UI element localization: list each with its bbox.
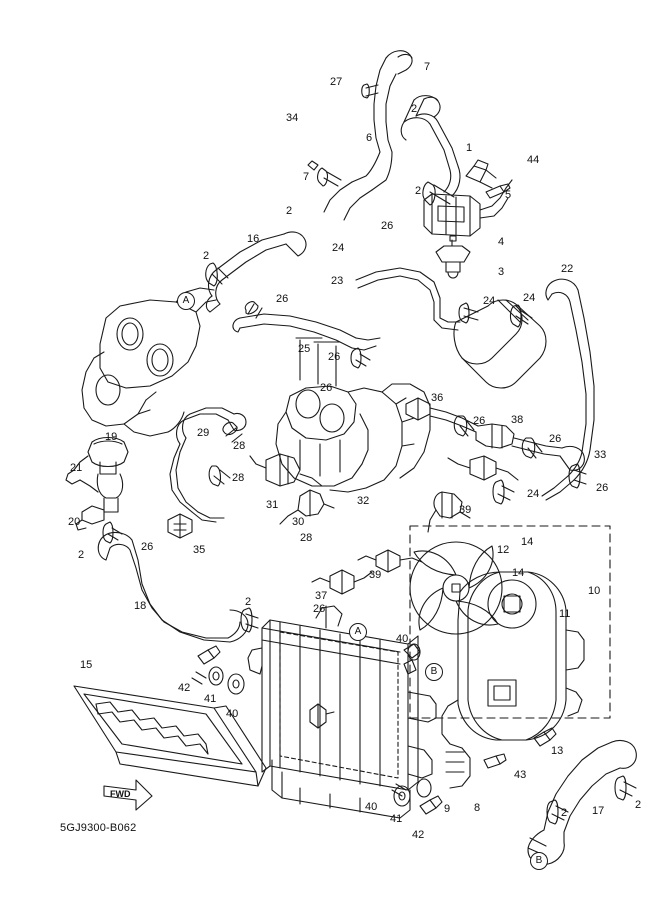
callout-number-36: 36	[431, 392, 444, 404]
callout-number-1: 1	[466, 142, 473, 154]
callout-number-2: 2	[561, 807, 568, 819]
callout-marker-B: B	[425, 663, 443, 681]
callout-number-35: 35	[193, 544, 206, 556]
fwd-direction-label: FWD	[110, 789, 131, 799]
callout-number-26: 26	[320, 382, 333, 394]
callout-number-11: 11	[559, 608, 571, 620]
callout-number-24: 24	[332, 242, 345, 254]
callout-number-2: 2	[286, 205, 293, 217]
callout-number-32: 32	[357, 495, 370, 507]
callout-number-40: 40	[365, 801, 378, 813]
callout-number-10: 10	[588, 585, 601, 597]
callout-number-41: 41	[204, 693, 217, 705]
callout-number-7: 7	[303, 171, 310, 183]
callout-number-26: 26	[141, 541, 154, 553]
callout-number-24: 24	[523, 292, 536, 304]
callout-number-2: 2	[415, 185, 422, 197]
callout-number-22: 22	[561, 263, 574, 275]
callout-number-42: 42	[412, 829, 425, 841]
callout-number-23: 23	[331, 275, 344, 287]
callout-number-8: 8	[474, 802, 481, 814]
callout-number-25: 25	[298, 343, 311, 355]
callout-number-2: 2	[78, 549, 85, 561]
callout-number-3: 3	[498, 266, 505, 278]
callout-number-2: 2	[635, 799, 642, 811]
callout-number-28: 28	[300, 532, 313, 544]
callout-marker-A: A	[349, 623, 367, 641]
callout-number-44: 44	[527, 154, 540, 166]
callout-number-2: 2	[245, 596, 252, 608]
callout-number-19: 19	[105, 431, 118, 443]
callout-marker-A: A	[177, 292, 195, 310]
callout-number-14: 14	[512, 567, 525, 579]
callout-number-24: 24	[527, 488, 540, 500]
callout-number-26: 26	[381, 220, 394, 232]
callout-number-34: 34	[286, 112, 299, 124]
callout-number-5: 5	[505, 189, 512, 201]
callout-number-17: 17	[592, 805, 605, 817]
callout-number-26: 26	[276, 293, 289, 305]
callout-number-38: 38	[511, 414, 524, 426]
callout-number-7: 7	[424, 61, 431, 73]
callout-number-41: 41	[390, 813, 403, 825]
callout-marker-B: B	[530, 852, 548, 870]
part-number-label: 5GJ9300-B062	[60, 822, 137, 834]
callout-number-21: 21	[70, 462, 83, 474]
callout-number-2: 2	[203, 250, 210, 262]
callout-number-31: 31	[266, 499, 279, 511]
callout-number-26: 26	[596, 482, 609, 494]
callout-number-16: 16	[247, 233, 260, 245]
callout-number-39: 39	[459, 504, 472, 516]
callout-number-28: 28	[233, 440, 246, 452]
callout-number-26: 26	[473, 415, 486, 427]
callout-number-12: 12	[497, 544, 510, 556]
callout-number-29: 29	[197, 427, 210, 439]
callout-number-14: 14	[521, 536, 534, 548]
callout-number-40: 40	[396, 633, 409, 645]
callout-number-26: 26	[313, 603, 326, 615]
callout-number-40: 40	[226, 708, 239, 720]
callout-number-42: 42	[178, 682, 191, 694]
callout-number-37: 37	[315, 590, 328, 602]
callout-number-28: 28	[232, 472, 245, 484]
callout-number-2: 2	[411, 103, 418, 115]
callout-number-39: 39	[369, 569, 382, 581]
callout-number-6: 6	[366, 132, 373, 144]
callout-number-13: 13	[551, 745, 564, 757]
callout-number-33: 33	[594, 449, 607, 461]
callout-number-30: 30	[292, 516, 305, 528]
callout-number-27: 27	[330, 76, 343, 88]
callout-number-9: 9	[444, 803, 451, 815]
callout-number-4: 4	[498, 236, 505, 248]
callout-number-26: 26	[549, 433, 562, 445]
callout-number-15: 15	[80, 659, 93, 671]
callout-number-18: 18	[134, 600, 147, 612]
callout-number-43: 43	[514, 769, 527, 781]
callout-number-24: 24	[483, 295, 496, 307]
callout-number-20: 20	[68, 516, 81, 528]
callout-number-26: 26	[328, 351, 341, 363]
